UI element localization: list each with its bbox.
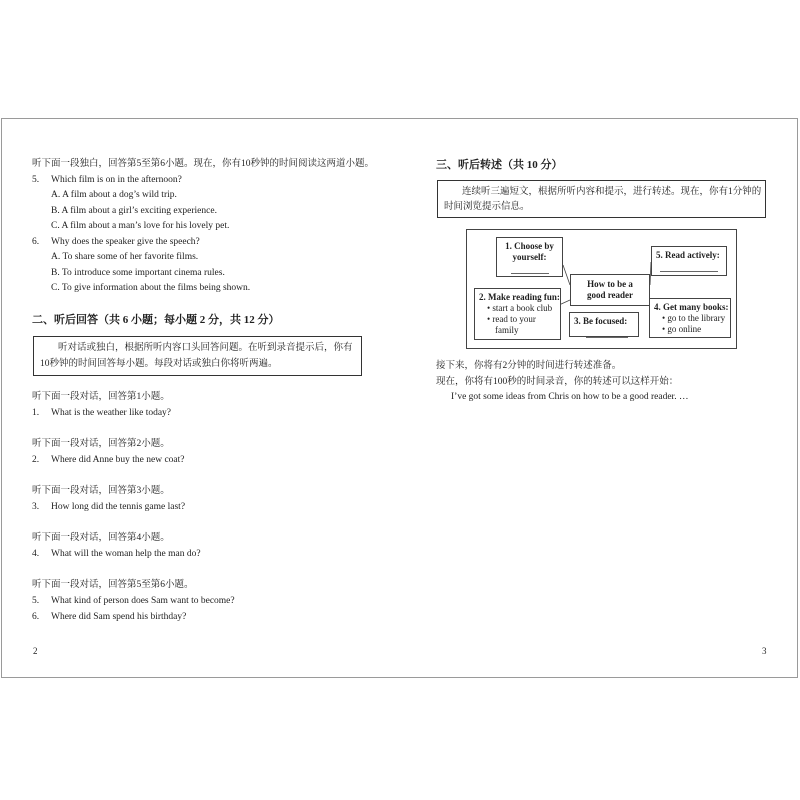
tip-1-line2: yourself: xyxy=(512,252,547,262)
center-line2: good reader xyxy=(586,290,634,300)
tip-5-label: 5. Read actively: xyxy=(656,250,720,260)
section3-instructions-line2: 时间浏览提示信息。 xyxy=(444,202,530,212)
group2-q-num: 2. xyxy=(32,455,40,465)
group3-intro: 听下面一段对话，回答第3小题。 xyxy=(32,486,170,496)
q5-num: 5. xyxy=(32,175,40,185)
q5-option-a: A. A film about a dog’s wild trip. xyxy=(51,190,177,200)
q5-text: Which film is on in the afternoon? xyxy=(51,175,182,185)
tip-2-make-reading-fun xyxy=(474,288,561,340)
tip-2-bullet-1: • start a book club xyxy=(487,303,553,313)
q6-option-a: A. To share some of her favorite films. xyxy=(51,252,199,262)
center-how-to-be-a-good-reader xyxy=(570,274,650,306)
intro-q5-6: 听下面一段独白，回答第5至第6小题。现在，你有10秒钟的时间阅读这两道小题。 xyxy=(32,159,375,169)
tip-3-be-focused xyxy=(569,312,639,337)
section3-instructions-box xyxy=(437,180,766,218)
tip-3-blank xyxy=(586,333,628,338)
group1-q-text: What is the weather like today? xyxy=(51,408,172,418)
section3-instructions-line1: 连续听三遍短文，根据所听内容和提示，进行转述。现在，你有1分钟的 xyxy=(462,187,762,197)
tip-2-bullet-2: • read to your xyxy=(487,314,536,324)
group4-q-num: 4. xyxy=(32,549,40,559)
group5-intro: 听下面一段对话，回答第5至第6小题。 xyxy=(32,580,194,590)
group5-q5-num: 5. xyxy=(32,596,40,606)
page-number-left: 2 xyxy=(33,646,38,656)
group4-q-text: What will the woman help the man do? xyxy=(51,549,201,559)
tip-2-title: 2. Make reading fun: xyxy=(479,292,560,302)
reading-tips-diagram xyxy=(466,229,737,349)
tip-1-line1: 1. Choose by xyxy=(505,241,554,251)
group3-q-text: How long did the tennis game last? xyxy=(51,502,186,512)
q6-option-c: C. To give information about the films being shown. xyxy=(51,283,251,293)
section2-instructions-line2: 10秒钟的时间回答每小题。每段对话或独白你将听两遍。 xyxy=(40,359,278,369)
q5-option-c: C. A film about a man’s love for his lovely pet. xyxy=(51,221,230,231)
tip-4-get-many-books xyxy=(649,298,731,338)
tip-4-bullet-1: • go to the library xyxy=(662,313,726,323)
q6-num: 6. xyxy=(32,237,40,247)
group5-q6-text: Where did Sam spend his birthday? xyxy=(51,612,187,622)
section2-title: 二、听后回答（共 6 小题；每小题 2 分，共 12 分） xyxy=(32,314,280,326)
retell-opening-line: I’ve got some ideas from Chris on how to be a good reader. … xyxy=(451,392,689,402)
group2-q-text: Where did Anne buy the new coat? xyxy=(51,455,185,465)
tip-4-bullet-2: • go online xyxy=(662,324,702,334)
page-number-right: 3 xyxy=(762,646,767,656)
group2-intro: 听下面一段对话，回答第2小题。 xyxy=(32,439,170,449)
q6-text: Why does the speaker give the speech? xyxy=(51,237,200,247)
tip-4-title: 4. Get many books: xyxy=(654,302,729,312)
tip-1-blank xyxy=(511,265,549,274)
tip-5-read-actively xyxy=(651,246,727,276)
tip-1-choose-by-yourself xyxy=(496,237,563,277)
tip-2-bullet-2-cont: family xyxy=(495,325,519,335)
group5-q6-num: 6. xyxy=(32,612,40,622)
section2-instructions-box xyxy=(33,336,362,376)
tip-5-blank xyxy=(660,265,718,272)
section2-instructions-line1: 听对话或独白，根据所听内容口头回答问题。在听到录音提示后，你有 xyxy=(58,343,353,353)
connector-1 xyxy=(563,265,570,285)
section3-title: 三、听后转述（共 10 分） xyxy=(436,159,563,171)
group5-q5-text: What kind of person does Sam want to become? xyxy=(51,596,235,606)
group4-intro: 听下面一段对话，回答第4小题。 xyxy=(32,533,170,543)
prep-instruction: 接下来，你将有2分钟的时间进行转述准备。 xyxy=(436,361,622,371)
tip-3-label: 3. Be focused: xyxy=(574,316,628,326)
center-line1: How to be a xyxy=(587,279,633,289)
start-instruction: 现在，你将有100秒的时间录音，你的转述可以这样开始： xyxy=(436,377,679,387)
group1-q-num: 1. xyxy=(32,408,40,418)
group3-q-num: 3. xyxy=(32,502,40,512)
q5-option-b: B. A film about a girl’s exciting experience. xyxy=(51,206,217,216)
group1-intro: 听下面一段对话，回答第1小题。 xyxy=(32,392,170,402)
q6-option-b: B. To introduce some important cinema rules. xyxy=(51,268,225,278)
